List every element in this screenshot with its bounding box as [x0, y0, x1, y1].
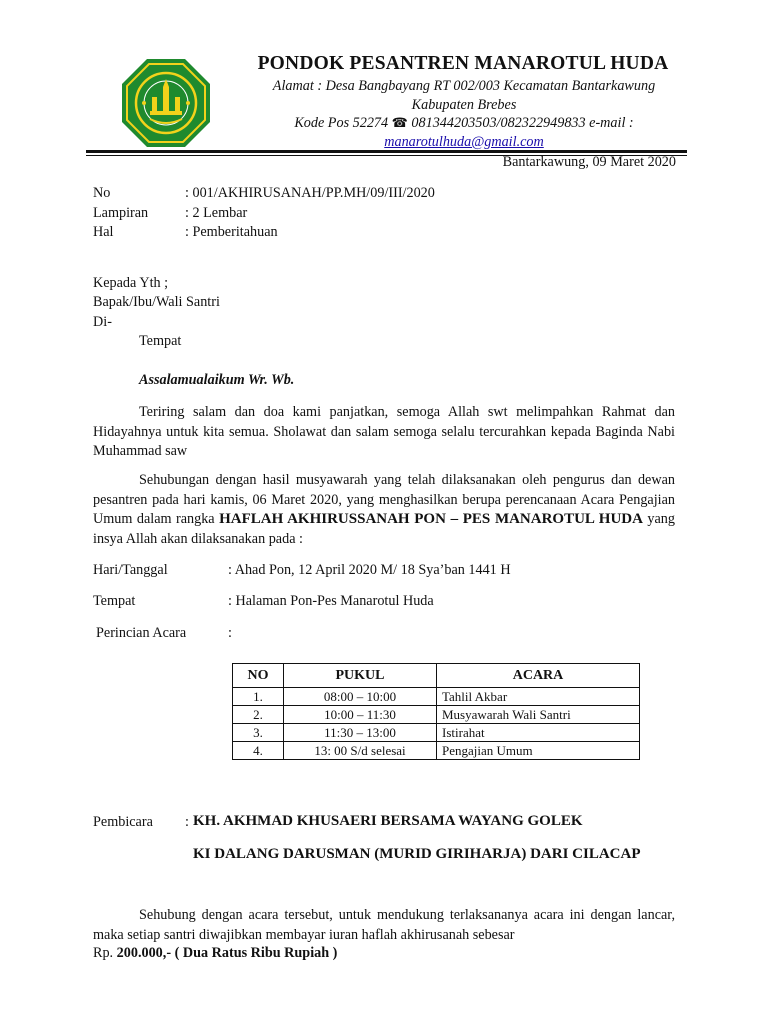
speaker-label: Pembicara	[93, 814, 153, 830]
meta-label-lampiran: Lampiran	[93, 205, 149, 221]
cell-no: 1.	[233, 688, 284, 706]
meta-label-no: No	[93, 185, 111, 201]
cell-event: Istirahat	[437, 724, 640, 742]
address-line-1: Alamat : Desa Bangbayang RT 002/003 Kecamatan Bantarkawung	[272, 78, 656, 94]
meta-value-hal: : Pemberitahuan	[185, 224, 278, 240]
paragraph-fee: Sehubung dengan acara tersebut, untuk mendukung terlaksananya acara ini dengan lancar, maka setiap santri diwajibkan membayar iuran haflah akhirusanah sebesar	[93, 907, 675, 943]
cell-no: 2.	[233, 706, 284, 724]
cell-no: 4.	[233, 742, 284, 760]
recipient-line-4: Tempat	[139, 333, 182, 349]
detail-value-place: : Halaman Pon-Pes Manarotul Huda	[228, 593, 434, 609]
speaker-line-1: KH. AKHMAD KHUSAERI BERSAMA WAYANG GOLEK	[193, 813, 583, 829]
contact-line	[236, 114, 692, 133]
detail-label-program: Perincian Acara	[96, 625, 187, 641]
meta-value-no: : 001/AKHIRUSANAH/PP.MH/09/III/2020	[185, 185, 435, 201]
cell-event: Pengajian Umum	[437, 742, 640, 760]
meta-value-lampiran: : 2 Lembar	[185, 205, 248, 221]
telephone-icon: ☎	[391, 115, 408, 130]
recipient-line-3: Di-	[93, 314, 112, 330]
letter-date: Bantarkawung, 09 Maret 2020	[502, 154, 676, 170]
cell-no: 3.	[233, 724, 284, 742]
recipient-line-2: Bapak/Ibu/Wali Santri	[93, 294, 220, 310]
table-header-row	[233, 664, 640, 688]
meta-label-hal: Hal	[93, 224, 114, 240]
announcement-text-1: Sehubungan dengan hasil musyawarah yang telah dilaksanakan oleh pengurus dan dewan pesantren pada hari kamis, 06 Maret 2020, yang menghasilkan berupa perencanaan Acara Pengajian Umum dalam rangka	[93, 472, 675, 527]
paragraph-announcement	[93, 471, 675, 549]
detail-value-date: : Ahad Pon, 12 April 2020 M/ 18 Sya’ban 1441 H	[228, 562, 511, 578]
detail-value-program: :	[228, 625, 232, 641]
table-row	[233, 688, 640, 706]
table-row	[233, 724, 640, 742]
address-line-2: Kabupaten Brebes	[411, 96, 517, 113]
detail-label-date: Hari/Tanggal	[93, 562, 168, 578]
greeting: Assalamualaikum Wr. Wb.	[139, 372, 295, 388]
cell-time: 13: 00 S/d selesai	[284, 742, 437, 760]
table-row	[233, 706, 640, 724]
speaker-line-2: KI DALANG DARUSMAN (MURID GIRIHARJA) DARI CILACAP	[193, 846, 641, 862]
recipient-line-1: Kepada Yth ;	[93, 275, 169, 291]
table-row	[233, 742, 640, 760]
cell-time: 11:30 – 13:00	[284, 724, 437, 742]
column-header-time: PUKUL	[284, 664, 437, 688]
detail-label-place: Tempat	[93, 593, 136, 609]
schedule-table	[232, 663, 640, 760]
email-link[interactable]: manarotulhuda@gmail.com	[384, 133, 544, 150]
paragraph-opening: Teriring salam dan doa kami panjatkan, semoga Allah swt melimpahkan Rahmat dan Hidayahnya untuk kita semua. Sholawat dan salam semoga selalu tercurahkan kepada Baginda Nabi Muhammad saw	[93, 404, 675, 459]
pesantren-logo-icon	[120, 57, 212, 149]
column-header-event: ACARA	[437, 664, 640, 688]
event-name: HAFLAH AKHIRUSSANAH PON – PES MANAROTUL HUDA	[219, 511, 643, 527]
column-header-no: NO	[233, 664, 284, 688]
letterhead-address	[236, 77, 692, 151]
fee-value: 200.000,- ( Dua Ratus Ribu Rupiah )	[116, 945, 338, 961]
speaker-colon: :	[185, 814, 189, 830]
announcement-text-2: yang insya Allah akan dilaksanakan pada :	[93, 511, 675, 547]
fee-prefix: Rp.	[93, 945, 117, 961]
letterhead-divider-thick	[86, 150, 687, 153]
cell-event: Tahlil Akbar	[437, 688, 640, 706]
cell-time: 08:00 – 10:00	[284, 688, 437, 706]
fee-amount	[93, 945, 337, 962]
cell-time: 10:00 – 11:30	[284, 706, 437, 724]
cell-event: Musyawarah Wali Santri	[437, 706, 640, 724]
institution-title: PONDOK PESANTREN MANAROTUL HUDA	[257, 53, 669, 74]
postal-code: Kode Pos 52274	[294, 115, 389, 131]
phone-numbers: 081344203503/082322949833 e-mail :	[411, 115, 634, 131]
